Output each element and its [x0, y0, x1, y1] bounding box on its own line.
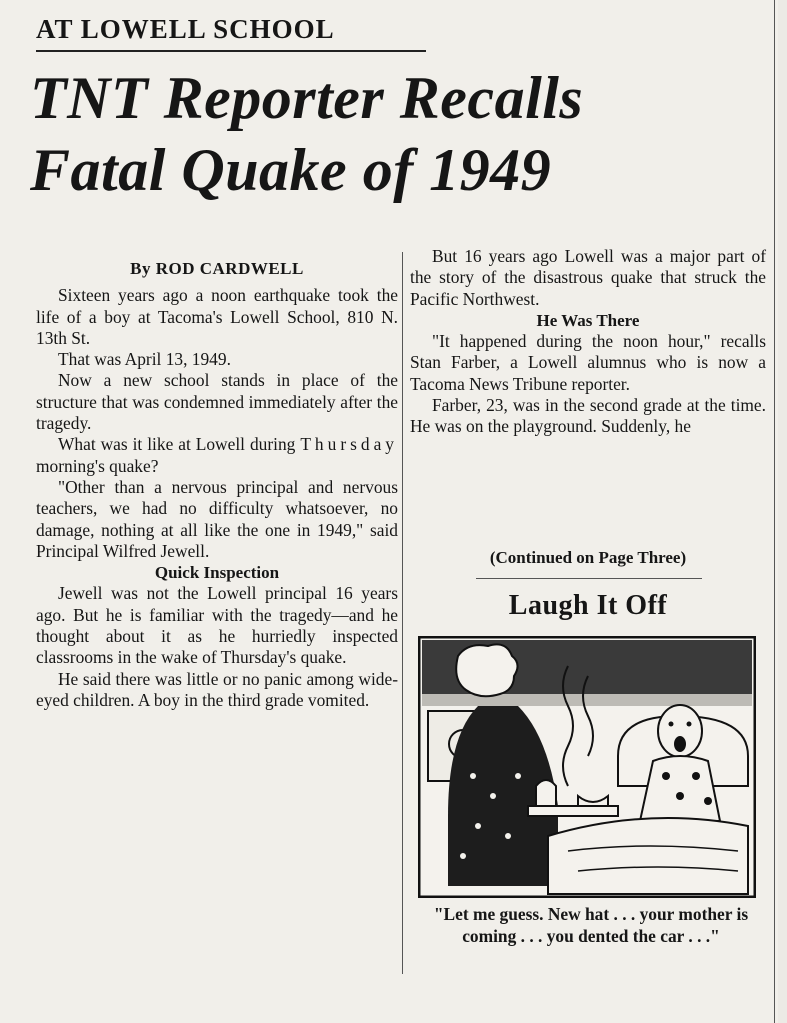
paragraph [36, 434, 398, 477]
subhead: He Was There [536, 310, 640, 330]
headline [30, 62, 770, 206]
headline-line-2: Fatal Quake of 1949 [30, 137, 552, 203]
subhead: Quick Inspection [154, 563, 280, 583]
paragraph-text: What was it like at Lowell during [58, 434, 301, 455]
paragraph: Now a new school stands in place of the structure that was condemned immediately after the tragedy. [36, 370, 398, 434]
paragraph: Jewell was not the Lowell principal 16 years ago. But he is familiar with the tragedy—and he thought about it as he hurriedly inspected classrooms in the wake of Thursday's quake. [36, 583, 398, 668]
cartoon-caption: "Let me guess. New hat . . . your mother is coming . . . you dented the car . . ." [433, 904, 749, 946]
page-divider [774, 0, 775, 1023]
column-divider [402, 252, 403, 974]
adjacent-column-edge [778, 0, 787, 1023]
paragraph: "It happened during the noon hour," recalls Stan Farber, a Lowell alumnus who is now a Tacoma News Tribune reporter. [410, 331, 766, 394]
paragraph-text: morning's quake? [36, 455, 159, 476]
spaced-word: Thursday [300, 434, 398, 455]
divider [476, 578, 702, 579]
cartoon-title: Laugh It Off [508, 590, 668, 621]
byline: By ROD CARDWELL [130, 259, 304, 278]
paragraph: Farber, 23, was in the second grade at the time. He was on the playground. Suddenly, he [410, 395, 766, 437]
paragraph: He said there was little or no panic among wide-eyed children. A boy in the third grade vomited. [36, 668, 398, 710]
continued-notice: (Continued on Page Three) [489, 548, 687, 567]
headline-line-1: TNT Reporter Recalls [30, 65, 584, 131]
article-column-2 [410, 246, 766, 438]
paragraph: But 16 years ago Lowell was a major part of the story of the disastrous quake that struck the Pacific Northwest. [410, 246, 766, 309]
paragraph: That was April 13, 1949. [58, 349, 231, 370]
paragraph: Sixteen years ago a noon earthquake took the life of a boy at Tacoma's Lowell School, 810 N. 13th St. [36, 285, 398, 348]
kicker: AT LOWELL SCHOOL [36, 8, 426, 52]
cartoon-illustration [418, 636, 756, 898]
article-column-1 [36, 258, 398, 711]
paragraph: "Other than a nervous principal and nervous teachers, we had no difficulty whatsoever, no damage, nothing at all like the one in 1949," said Principal Wilfred Jewell. [36, 476, 398, 561]
